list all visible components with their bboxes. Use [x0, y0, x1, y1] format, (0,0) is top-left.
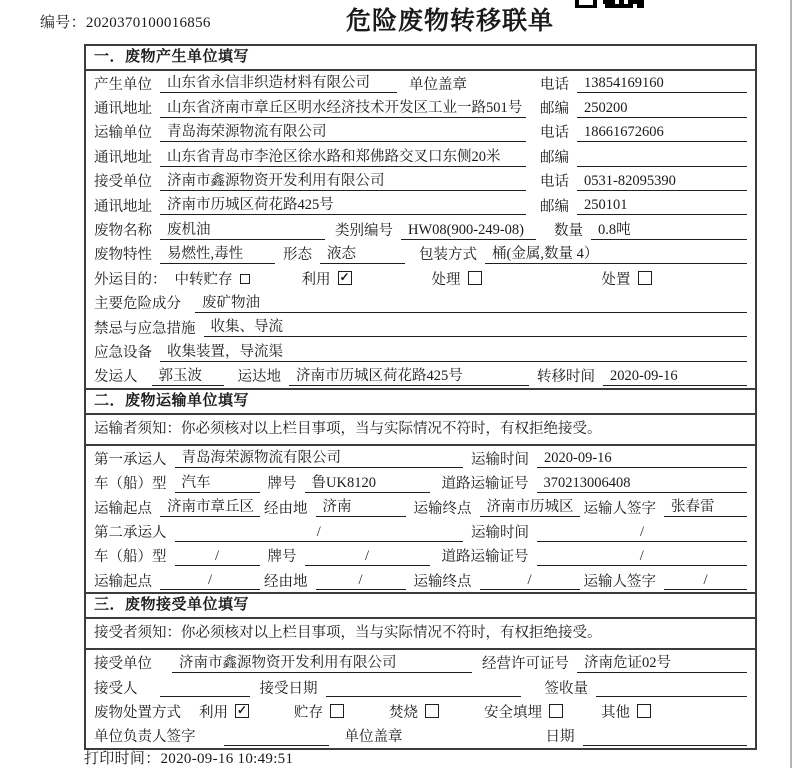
- doc-number-value: 2020370100016856: [85, 15, 211, 31]
- field-label: 运输时间: [471, 524, 529, 541]
- field-label: 车（船）型: [94, 476, 167, 493]
- form-row: [86, 544, 755, 568]
- field-value: 液态: [320, 244, 405, 264]
- field-value: 250101: [577, 195, 747, 215]
- checkbox-group: [389, 701, 439, 722]
- checkbox-unchecked-icon: [425, 704, 439, 718]
- field-label: 第二承运人: [94, 524, 167, 541]
- checkbox-unchecked-icon: [240, 274, 250, 284]
- field-value: 济南市历城区: [480, 497, 580, 517]
- field-value: 济南市历城区荷花路425号: [289, 366, 529, 386]
- field-value: 废机油: [160, 220, 325, 240]
- field-label: 道路运输证号: [441, 549, 529, 566]
- checkbox-label: 安全填埋: [484, 704, 542, 721]
- field-value: 2020-09-16: [603, 366, 747, 386]
- field-value: 桶(金属,数量 4）: [485, 244, 747, 264]
- checkbox-label: 焚烧: [389, 704, 418, 721]
- field-label: 运输起点: [94, 573, 152, 590]
- notice-text: 运输者须知：你必须核对以上栏目事项，当与实际情况不符时，有权拒绝接受。: [86, 415, 755, 446]
- field-label: 经营许可证号: [482, 656, 569, 673]
- field-label: 接受日期: [259, 680, 318, 697]
- field-value: 250200: [577, 98, 747, 118]
- field-value: 山东省永信非织造材料有限公司: [160, 73, 397, 93]
- field-value: /: [316, 570, 406, 590]
- field-label: 运输单位: [94, 125, 152, 142]
- checkbox-group: [432, 268, 482, 289]
- field-label: 数量: [554, 223, 583, 240]
- form-row: [86, 95, 755, 119]
- field-label: 邮编: [540, 198, 569, 215]
- section-header: 三．废物接受单位填写: [86, 592, 755, 619]
- checkbox-group: [175, 268, 250, 289]
- field-value: /: [537, 522, 747, 542]
- checkbox-unchecked-icon: [637, 704, 651, 718]
- checkbox-group: [484, 701, 563, 722]
- checkbox-group: [602, 268, 652, 289]
- checkbox-unchecked-icon: [330, 704, 344, 718]
- form-row: [86, 470, 755, 494]
- field-label: 通讯地址: [94, 198, 152, 215]
- page-title: 危险废物转移联单: [345, 8, 554, 35]
- field-value: 济南市历城区荷花路425号: [160, 195, 526, 215]
- field-label: 接受单位: [94, 656, 152, 673]
- field-value: 0531-82095390: [577, 171, 747, 191]
- field-label: 电话: [540, 76, 569, 93]
- form-row: [86, 568, 755, 592]
- section-header: 二．废物运输单位填写: [86, 388, 755, 415]
- field-value: 收集装置，导流渠: [160, 342, 747, 362]
- field-label: 电话: [540, 125, 569, 142]
- field-value: 2020-09-16: [537, 448, 747, 468]
- checkbox-checked-icon: ✓: [236, 703, 248, 718]
- field-value: 济南市鑫源物资开发利用有限公司: [160, 171, 526, 191]
- field-label: 运输终点: [413, 573, 472, 590]
- field-label: 运输人签字: [583, 573, 656, 590]
- field-label: 牌号: [267, 549, 297, 566]
- field-label: 运输人签字: [583, 500, 656, 517]
- field-value: [326, 677, 521, 697]
- field-label: 通讯地址: [94, 149, 152, 166]
- field-label: 废物处置方式: [94, 704, 181, 721]
- form-row: [86, 144, 755, 168]
- checkbox-group: [294, 701, 344, 722]
- form-row: [86, 519, 755, 543]
- field-label: 邮编: [540, 101, 569, 118]
- form-row: [86, 315, 755, 339]
- page-edge-line: [790, 0, 792, 768]
- field-label: 单位盖章: [344, 729, 403, 746]
- checkbox-label: 贮存: [294, 704, 323, 721]
- field-value: 济南市章丘区: [160, 497, 260, 517]
- form-row: [86, 364, 755, 388]
- field-value: /: [537, 546, 748, 566]
- field-value: 山东省青岛市李沧区徐水路和郑佛路交叉口东侧20米: [160, 147, 526, 167]
- field-label: 单位盖章: [409, 76, 467, 93]
- form-row: [86, 242, 755, 266]
- field-value: 易燃性,毒性: [160, 244, 275, 264]
- checkbox-group: [601, 701, 651, 722]
- field-label: 外运目的：: [94, 271, 167, 288]
- field-value: 370213006408: [537, 473, 748, 493]
- field-label: 单位负责人签字: [94, 729, 196, 746]
- field-label: 产生单位: [94, 76, 152, 93]
- field-label: 电话: [540, 174, 569, 191]
- form-row: [86, 71, 755, 95]
- field-label: 运输起点: [94, 500, 152, 517]
- field-label: 转移时间: [537, 369, 595, 386]
- field-value: /: [175, 546, 260, 566]
- field-value: HW08(900-249-08): [401, 220, 536, 240]
- field-label: 包装方式: [419, 247, 477, 264]
- form-row: [86, 724, 755, 748]
- doc-number-label: 编号：: [40, 15, 86, 31]
- field-value: 济南市鑫源物资开发利用有限公司: [172, 653, 472, 673]
- field-value: /: [160, 570, 260, 590]
- form-row: [86, 446, 755, 470]
- field-value: 收集、导流: [204, 317, 748, 337]
- field-value: 济南: [316, 497, 406, 517]
- field-label: 类别编号: [335, 223, 393, 240]
- checkbox-checked-icon: ✓: [339, 270, 350, 285]
- section-header: 一．废物产生单位填写: [86, 46, 755, 71]
- checkbox-label: 利用: [301, 271, 331, 288]
- field-label: 日期: [545, 729, 575, 746]
- checkbox-label: 处置: [601, 271, 631, 288]
- field-label: 接受人: [94, 680, 138, 697]
- field-value: 汽车: [175, 473, 260, 493]
- qr-code-fragment-icon: [575, 0, 647, 9]
- field-label: 接受单位: [94, 174, 152, 191]
- field-label: 形态: [283, 247, 312, 264]
- checkbox-label: 其他: [601, 704, 630, 721]
- field-value: /: [305, 546, 430, 566]
- form-row: [86, 291, 755, 315]
- field-label: 禁忌与应急措施: [94, 320, 196, 337]
- form-row: [86, 193, 755, 217]
- field-value: /: [664, 570, 747, 590]
- field-value: 0.8吨: [591, 220, 747, 240]
- field-label: 车（船）型: [94, 549, 167, 566]
- field-label: 主要危险成分: [94, 296, 181, 313]
- field-value: /: [175, 522, 464, 542]
- field-value: 山东省济南市章丘区明水经济技术开发区工业一路501号: [160, 98, 526, 118]
- field-value: 郭玉波: [152, 366, 224, 386]
- print-time: 打印时间：2020-09-16 10:49:51: [84, 751, 294, 767]
- field-value: 鲁UK8120: [305, 473, 430, 493]
- field-label: 道路运输证号: [441, 476, 529, 493]
- field-label: 牌号: [267, 476, 297, 493]
- field-value: 张春雷: [664, 497, 747, 517]
- field-value: 青岛海荣源物流有限公司: [160, 122, 526, 142]
- field-label: 邮编: [540, 149, 569, 166]
- checkbox-label: 中转贮存: [174, 271, 233, 288]
- checkbox-group: [199, 701, 249, 722]
- form-row: [86, 699, 755, 723]
- field-label: 签收量: [544, 680, 588, 697]
- field-label: 经由地: [264, 500, 308, 517]
- field-label: 第一承运人: [94, 451, 167, 468]
- field-value: 青岛海荣源物流有限公司: [175, 448, 464, 468]
- field-value: [160, 677, 250, 697]
- field-label: 运输时间: [471, 451, 529, 468]
- field-label: 应急设备: [94, 344, 152, 361]
- field-value: 济南危证02号: [577, 653, 747, 673]
- field-value: [577, 147, 747, 167]
- field-label: 废物名称: [94, 223, 152, 240]
- field-label: 通讯地址: [94, 101, 152, 118]
- notice-text: 接受者须知：你必须核对以上栏目事项，当与实际情况不符时，有权拒绝接受。: [86, 619, 755, 650]
- field-value: [583, 726, 748, 746]
- field-value: /: [480, 570, 580, 590]
- checkbox-label: 利用: [199, 704, 228, 721]
- form-table: [84, 44, 757, 750]
- form-row: [86, 266, 755, 290]
- form-row: [86, 495, 755, 519]
- checkbox-label: 处理: [431, 271, 461, 288]
- field-value: 废矿物油: [195, 293, 747, 313]
- field-label: 运达地: [237, 369, 281, 386]
- form-row: [86, 675, 755, 699]
- field-value: 18661672606: [577, 122, 747, 142]
- form-row: [86, 650, 755, 674]
- field-label: 运输终点: [413, 500, 472, 517]
- field-label: 发运人: [94, 369, 138, 386]
- field-value: [596, 677, 747, 697]
- field-label: 经由地: [264, 573, 308, 590]
- checkbox-unchecked-icon: [468, 271, 482, 285]
- checkbox-unchecked-icon: [638, 271, 652, 285]
- field-value: [224, 726, 329, 746]
- field-label: 废物特性: [94, 247, 152, 264]
- form-row: [86, 339, 755, 363]
- field-value: 13854169160: [577, 73, 747, 93]
- form-row: [86, 217, 755, 241]
- form-row: [86, 120, 755, 144]
- checkbox-group: [302, 268, 352, 289]
- checkbox-unchecked-icon: [549, 704, 563, 718]
- form-row: [86, 169, 755, 193]
